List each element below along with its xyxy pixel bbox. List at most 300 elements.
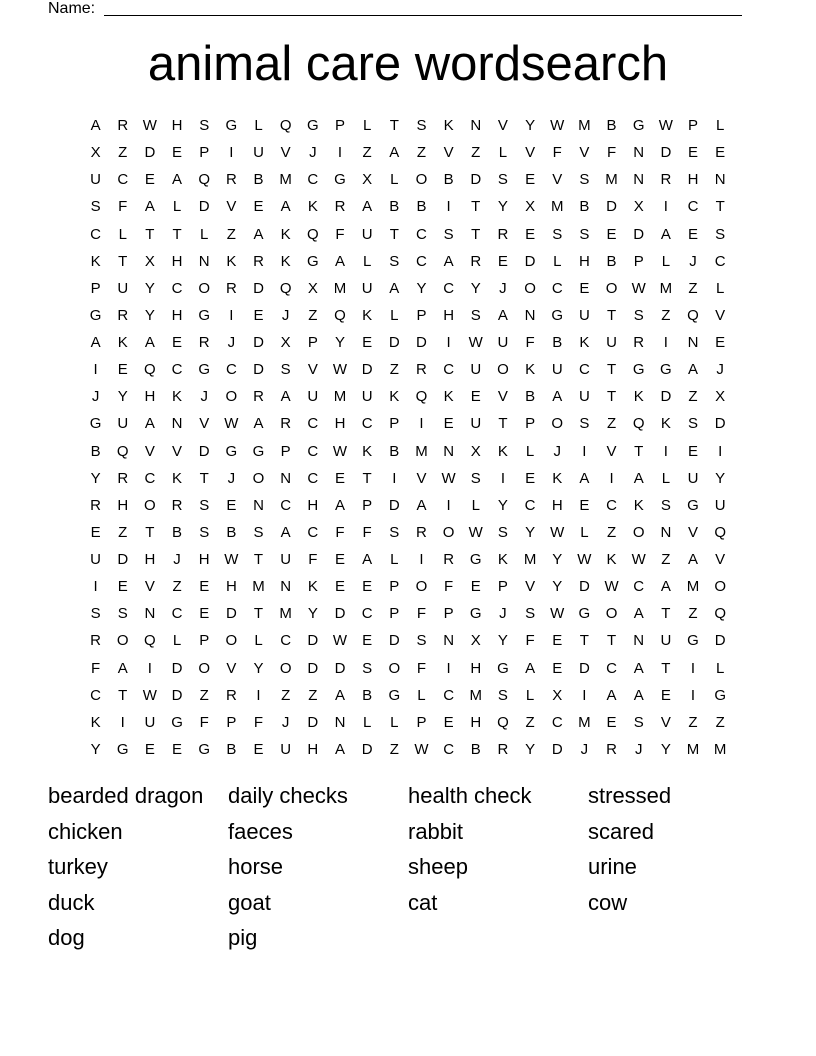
grid-letter: V: [525, 578, 536, 596]
grid-letter: X: [470, 442, 481, 460]
grid-letter: W: [142, 117, 157, 134]
grid-letter: I: [446, 334, 451, 351]
grid-letter: Y: [90, 469, 101, 487]
grid-letter: J: [634, 740, 643, 758]
grid-letter: J: [173, 551, 181, 568]
grid-letter: H: [144, 388, 156, 406]
grid-letter: U: [144, 713, 156, 731]
grid-letter: Z: [688, 279, 698, 297]
grid-letter: A: [497, 306, 508, 324]
grid-letter: P: [389, 578, 400, 596]
grid-letter: P: [416, 713, 427, 731]
grid-letter: A: [90, 117, 101, 134]
grid-letter: I: [582, 442, 587, 460]
grid-letter: C: [307, 171, 319, 189]
grid-letter: Z: [308, 306, 318, 324]
grid-letter: P: [307, 334, 318, 351]
grid-letter: J: [716, 361, 724, 379]
grid-letter: J: [200, 388, 208, 406]
name-label: Name:: [48, 0, 96, 17]
grid-letter: B: [253, 171, 264, 189]
grid-letter: A: [144, 198, 155, 216]
grid-letter: C: [606, 496, 617, 514]
grid-letter: M: [686, 740, 700, 758]
grid-letter: G: [714, 686, 726, 704]
grid-row: [82, 682, 734, 709]
grid-letter: T: [606, 361, 617, 379]
grid-letter: L: [553, 252, 562, 270]
grid-letter: X: [144, 252, 155, 270]
grid-letter: R: [117, 469, 129, 487]
grid-letter: S: [199, 523, 210, 541]
grid-letter: P: [90, 279, 101, 297]
grid-letter: T: [199, 469, 209, 487]
grid-letter: F: [552, 144, 562, 162]
grid-letter: U: [90, 171, 101, 189]
grid-letter: W: [468, 523, 483, 541]
grid-letter: E: [144, 740, 155, 758]
grid-row: [82, 383, 734, 410]
grid-letter: K: [172, 469, 183, 487]
grid-letter: A: [117, 659, 128, 677]
grid-letter: P: [688, 117, 699, 134]
grid-letter: S: [715, 225, 726, 243]
grid-letter: I: [609, 469, 614, 487]
grid-letter: C: [280, 632, 292, 650]
grid-letter: E: [470, 388, 481, 406]
grid-letter: L: [254, 117, 263, 134]
grid-letter: O: [388, 659, 401, 677]
grid-letter: L: [362, 252, 372, 270]
grid-letter: Z: [308, 686, 318, 704]
word-bank-item: scared: [588, 818, 655, 844]
grid-letter: L: [200, 225, 209, 243]
grid-letter: S: [389, 523, 400, 541]
grid-letter: A: [334, 686, 345, 704]
grid-letter: H: [307, 740, 319, 758]
grid-letter: S: [497, 523, 508, 541]
grid-letter: Y: [144, 279, 155, 297]
grid-letter: D: [171, 659, 183, 677]
grid-letter: K: [443, 388, 454, 406]
grid-letter: G: [551, 306, 564, 324]
grid-letter: Q: [144, 361, 156, 379]
grid-letter: S: [579, 171, 590, 189]
grid-letter: G: [116, 740, 129, 758]
grid-letter: I: [500, 469, 505, 487]
word-bank-item: sheep: [408, 854, 468, 879]
word-bank-row: [48, 849, 768, 885]
grid-letter: L: [498, 144, 508, 162]
grid-letter: M: [469, 686, 483, 704]
grid-letter: K: [362, 306, 373, 324]
grid-letter: D: [307, 713, 319, 731]
grid-letter: T: [118, 252, 128, 270]
grid-letter: Q: [198, 171, 211, 189]
grid-letter: B: [389, 442, 400, 460]
grid-letter: F: [308, 551, 318, 568]
grid-letter: C: [117, 171, 129, 189]
name-field[interactable]: [48, 0, 742, 18]
grid-row: [82, 465, 734, 492]
grid-letter: N: [443, 442, 455, 460]
grid-letter: N: [470, 117, 482, 134]
grid-letter: A: [280, 198, 291, 216]
grid-letter: E: [579, 279, 590, 297]
grid-letter: R: [497, 225, 509, 243]
grid-letter: T: [253, 605, 264, 623]
grid-letter: S: [90, 198, 101, 216]
grid-letter: G: [171, 713, 183, 731]
grid-letter: K: [90, 713, 101, 731]
grid-letter: J: [689, 252, 697, 270]
grid-letter: A: [633, 686, 644, 704]
grid-letter: R: [416, 361, 427, 379]
grid-letter: O: [605, 279, 618, 297]
grid-letter: D: [633, 225, 645, 243]
grid-letter: S: [362, 659, 373, 677]
grid-letter: W: [658, 117, 673, 134]
grid-letter: C: [307, 523, 319, 541]
grid-letter: G: [687, 632, 699, 650]
word-bank-item: horse: [228, 854, 284, 879]
grid-letter: E: [715, 334, 726, 351]
grid-letter: V: [416, 469, 427, 487]
grid-letter: C: [225, 361, 237, 379]
grid-letter: E: [199, 578, 210, 596]
grid-letter: T: [715, 198, 725, 216]
grid-letter: G: [660, 361, 672, 379]
grid-letter: H: [171, 117, 183, 134]
grid-letter: M: [686, 578, 700, 596]
grid-letter: D: [714, 415, 726, 433]
grid-letter: N: [524, 306, 536, 324]
grid-letter: A: [334, 496, 345, 514]
grid-letter: V: [443, 144, 454, 162]
grid-letter: P: [199, 632, 210, 650]
grid-letter: D: [117, 551, 129, 568]
grid-letter: L: [525, 442, 535, 460]
grid-letter: N: [660, 523, 672, 541]
grid-letter: E: [525, 171, 536, 189]
grid-letter: G: [252, 442, 265, 460]
grid-letter: Z: [118, 144, 128, 162]
grid-letter: S: [199, 117, 210, 134]
grid-letter: X: [552, 686, 563, 704]
grid-letter: E: [362, 334, 373, 351]
grid-letter: N: [443, 632, 455, 650]
grid-letter: U: [578, 388, 590, 406]
grid-letter: V: [715, 306, 726, 324]
grid-letter: I: [419, 415, 424, 433]
grid-letter: A: [688, 551, 699, 568]
grid-letter: T: [172, 225, 182, 243]
grid-letter: T: [634, 442, 644, 460]
word-bank-item: urine: [588, 854, 637, 879]
word-bank: [48, 778, 768, 956]
grid-letter: H: [334, 415, 346, 433]
grid-letter: E: [443, 713, 454, 731]
grid-letter: I: [229, 306, 234, 324]
grid-letter: F: [444, 578, 454, 596]
grid-letter: T: [145, 225, 155, 243]
grid-letter: X: [280, 334, 291, 351]
grid-letter: C: [633, 578, 645, 596]
grid-letter: S: [579, 225, 590, 243]
grid-letter: B: [226, 523, 237, 541]
grid-letter: J: [309, 144, 317, 162]
grid-letter: O: [551, 415, 564, 433]
grid-letter: T: [606, 388, 617, 406]
grid-letter: L: [172, 632, 182, 650]
grid-letter: Z: [661, 551, 671, 568]
grid-letter: I: [419, 551, 424, 568]
grid-letter: E: [362, 578, 373, 596]
grid-letter: E: [117, 361, 128, 379]
grid-letter: G: [334, 171, 346, 189]
grid-letter: C: [307, 415, 319, 433]
grid-letter: H: [578, 252, 590, 270]
grid-letter: S: [253, 523, 264, 541]
grid-row: [82, 275, 734, 302]
grid-letter: Z: [416, 144, 427, 162]
grid-letter: E: [253, 740, 264, 758]
word-bank-item: goat: [228, 889, 271, 915]
grid-letter: Z: [688, 388, 698, 406]
grid-letter: O: [198, 279, 211, 297]
grid-letter: Y: [144, 306, 155, 324]
grid-letter: F: [199, 713, 209, 731]
grid-letter: X: [307, 279, 318, 297]
grid-letter: R: [225, 279, 237, 297]
grid-letter: A: [552, 388, 563, 406]
grid-letter: Y: [525, 740, 536, 758]
grid-letter: L: [716, 117, 725, 134]
grid-row: [82, 736, 734, 763]
grid-letter: E: [443, 415, 454, 433]
grid-letter: U: [361, 279, 373, 297]
grid-letter: S: [199, 496, 210, 514]
grid-letter: V: [688, 523, 699, 541]
grid-letter: O: [116, 632, 129, 650]
grid-letter: E: [334, 551, 345, 568]
grid-letter: X: [362, 171, 373, 189]
grid-letter: Z: [389, 740, 399, 758]
grid-letter: B: [525, 388, 536, 406]
grid-letter: X: [715, 388, 726, 406]
grid-letter: D: [388, 632, 400, 650]
grid-letter: O: [605, 605, 618, 623]
grid-letter: H: [470, 713, 482, 731]
word-bank-row: [48, 885, 768, 921]
grid-letter: W: [142, 686, 157, 704]
grid-letter: Q: [279, 117, 292, 134]
grid-letter: C: [361, 605, 373, 623]
grid-row: [82, 112, 734, 139]
grid-letter: Z: [525, 713, 535, 731]
grid-letter: K: [117, 334, 128, 351]
grid-letter: D: [524, 252, 536, 270]
grid-letter: O: [144, 496, 156, 514]
grid-letter: M: [713, 740, 727, 758]
grid-letter: D: [253, 334, 264, 351]
grid-letter: M: [333, 388, 347, 406]
grid-letter: I: [256, 686, 261, 704]
grid-letter: K: [552, 469, 563, 487]
grid-letter: R: [90, 496, 101, 514]
grid-letter: W: [332, 442, 348, 460]
grid-letter: O: [225, 632, 238, 650]
grid-letter: C: [578, 361, 590, 379]
grid-letter: K: [307, 578, 318, 596]
grid-letter: K: [90, 252, 101, 270]
grid-letter: U: [714, 496, 726, 514]
grid-letter: C: [524, 496, 536, 514]
grid-letter: C: [280, 496, 292, 514]
word-bank-item: faeces: [228, 818, 293, 844]
grid-letter: Z: [199, 686, 209, 704]
grid-letter: G: [198, 306, 211, 324]
grid-letter: N: [198, 252, 210, 270]
grid-letter: O: [279, 659, 292, 677]
grid-letter: L: [390, 171, 399, 189]
grid-letter: S: [280, 361, 291, 379]
grid-letter: R: [90, 632, 101, 650]
grid-letter: Z: [172, 578, 182, 596]
grid-letter: N: [171, 415, 183, 433]
grid-letter: B: [389, 198, 400, 216]
grid-letter: N: [144, 605, 156, 623]
grid-letter: M: [279, 605, 292, 623]
grid-letter: F: [335, 225, 345, 243]
grid-letter: B: [362, 686, 373, 704]
grid-letter: G: [469, 551, 482, 568]
grid-letter: C: [714, 252, 726, 270]
grid-letter: Y: [253, 659, 264, 677]
grid-letter: W: [577, 551, 592, 568]
grid-letter: S: [416, 632, 427, 650]
grid-letter: R: [497, 740, 509, 758]
grid-letter: X: [90, 144, 101, 162]
grid-letter: G: [225, 117, 238, 134]
grid-letter: L: [471, 496, 480, 514]
grid-letter: Y: [525, 523, 536, 541]
grid-letter: A: [389, 144, 400, 162]
grid-letter: W: [604, 578, 619, 596]
grid-letter: O: [442, 523, 455, 541]
grid-letter: P: [226, 713, 237, 731]
grid-letter: C: [443, 740, 455, 758]
grid-letter: K: [226, 252, 237, 270]
grid-letter: F: [606, 144, 617, 162]
grid-letter: A: [280, 388, 291, 406]
grid-letter: F: [525, 632, 535, 650]
grid-letter: H: [171, 306, 183, 324]
grid-letter: G: [497, 659, 509, 677]
grid-letter: G: [632, 361, 645, 379]
grid-letter: K: [633, 496, 644, 514]
grid-letter: F: [525, 334, 535, 351]
letter-grid: [82, 112, 734, 763]
grid-letter: V: [172, 442, 183, 460]
grid-letter: F: [416, 659, 427, 677]
grid-letter: L: [390, 306, 399, 324]
word-bank-item: duck: [48, 889, 95, 915]
grid-letter: V: [144, 442, 155, 460]
grid-letter: R: [334, 198, 346, 216]
grid-letter: J: [553, 442, 561, 460]
grid-letter: H: [117, 496, 129, 514]
grid-row: [82, 356, 734, 383]
grid-letter: H: [443, 306, 455, 324]
grid-letter: Q: [306, 225, 319, 243]
grid-letter: U: [117, 415, 129, 433]
grid-letter: B: [606, 117, 617, 134]
grid-letter: M: [578, 713, 591, 731]
grid-letter: D: [714, 632, 726, 650]
grid-letter: A: [389, 279, 400, 297]
grid-letter: I: [93, 578, 98, 596]
grid-row: [82, 221, 734, 248]
grid-letter: B: [226, 740, 237, 758]
grid-letter: J: [227, 469, 236, 487]
grid-letter: D: [171, 686, 183, 704]
grid-letter: L: [362, 117, 372, 134]
grid-letter: Y: [715, 469, 726, 487]
grid-letter: H: [171, 252, 183, 270]
grid-letter: R: [443, 551, 455, 568]
word-bank-row: [48, 814, 768, 850]
grid-letter: J: [580, 740, 589, 758]
grid-letter: S: [688, 415, 699, 433]
grid-row: [82, 573, 734, 600]
grid-letter: W: [631, 551, 646, 568]
word-bank-item: turkey: [48, 854, 108, 879]
grid-letter: J: [499, 279, 507, 297]
grid-letter: U: [280, 740, 292, 758]
grid-letter: N: [714, 171, 726, 189]
grid-letter: M: [279, 171, 292, 189]
grid-letter: Y: [117, 388, 128, 406]
grid-letter: L: [118, 225, 127, 243]
grid-letter: U: [90, 551, 101, 568]
word-bank-item: cat: [408, 889, 438, 915]
grid-letter: O: [714, 578, 726, 596]
grid-letter: C: [551, 279, 563, 297]
grid-letter: Z: [362, 144, 372, 162]
grid-letter: B: [552, 334, 563, 351]
grid-letter: N: [280, 578, 292, 596]
name-underline: [104, 15, 742, 16]
grid-letter: U: [117, 279, 129, 297]
grid-letter: K: [579, 334, 590, 351]
grid-letter: Y: [334, 334, 345, 351]
grid-letter: S: [117, 605, 128, 623]
grid-letter: U: [687, 469, 699, 487]
grid-letter: F: [335, 523, 345, 541]
grid-letter: H: [687, 171, 699, 189]
grid-letter: O: [632, 523, 645, 541]
grid-letter: D: [307, 659, 319, 677]
grid-letter: G: [89, 306, 102, 324]
grid-letter: F: [253, 713, 264, 731]
grid-letter: C: [171, 361, 183, 379]
grid-letter: Y: [552, 551, 563, 568]
grid-letter: V: [606, 442, 617, 460]
grid-letter: I: [446, 198, 451, 216]
grid-letter: Q: [632, 415, 645, 433]
grid-letter: C: [551, 713, 563, 731]
